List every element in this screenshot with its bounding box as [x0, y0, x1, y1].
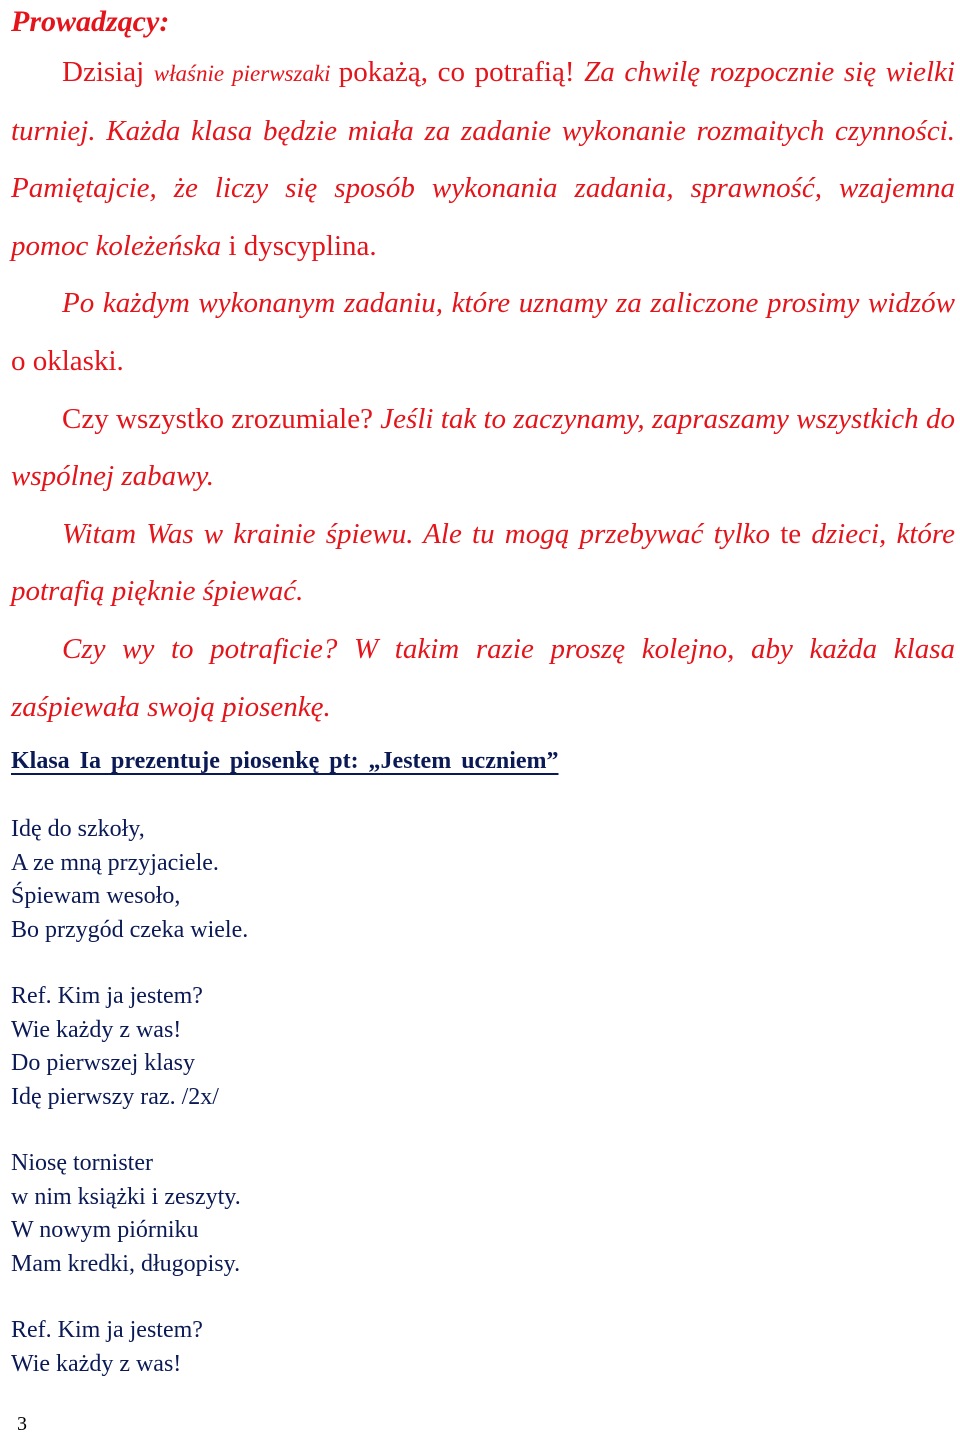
- song-title: [11, 742, 559, 780]
- narration-paragraph: [11, 621, 955, 736]
- stanza-refrain-2: [11, 1314, 203, 1381]
- stanza-line: Śpiewam wesoło,: [11, 883, 181, 910]
- narration-text: Czy wy to potraficie? W takim razie proszę kolejno, aby każda klasa zaśpiewała swoją piosenkę.: [11, 632, 955, 723]
- stanza-line: Mam kredki, długopisy.: [11, 1250, 241, 1277]
- stanza-line: Wie każdy z was!: [11, 1350, 182, 1377]
- narration-paragraph: [11, 391, 955, 506]
- speaker-label: Prowadzący:: [11, 5, 170, 38]
- stanza-line: Bo przygód czeka wiele.: [11, 916, 249, 943]
- stanza-line: Idę pierwszy raz. /2x/: [11, 1083, 219, 1110]
- stanza-refrain-1: [11, 980, 219, 1114]
- stanza-line: Wie każdy z was!: [11, 1016, 182, 1043]
- narration-paragraph: [11, 44, 955, 275]
- song-title-text: Klasa Ia prezentuje piosenkę pt: „Jestem uczniem”: [11, 748, 559, 774]
- narration-text: dzieci, które potrafią pięknie śpiewać.: [11, 517, 955, 608]
- narration-text: pokażą, co potrafią!: [338, 56, 585, 88]
- narration-text: Za chwilę rozpocznie się wielki turniej. Każda klasa będzie miała za zadanie wykonanie rozmaitych czynności. Pamiętajcie, że liczy się sposób wykonania zadania, sprawność, wzajemna pomoc koleżeńska: [11, 56, 955, 262]
- narration-text: Dzisiaj: [62, 56, 154, 88]
- stanza-line: A ze mną przyjaciele.: [11, 849, 219, 876]
- narration-text: właśnie pierwszaki: [153, 61, 339, 86]
- stanza-2: [11, 1147, 241, 1281]
- narration-block: [11, 44, 955, 736]
- stanza-line: Idę do szkoły,: [11, 816, 145, 842]
- stanza-line: Niosę tornister: [11, 1150, 153, 1176]
- narration-paragraph: [11, 506, 955, 621]
- narration-text: Czy wszystko zrozumiale?: [62, 402, 381, 435]
- stanza-line: Do pierwszej klasy: [11, 1050, 195, 1077]
- narration-text: Po każdym wykonanym zadaniu, które uznamy za zaliczone prosimy widzów: [62, 287, 955, 320]
- narration-text: o oklaski.: [11, 344, 124, 377]
- narration-text: Jeśli tak to zaczynamy, zapraszamy wszystkich do wspólnej zabawy.: [11, 402, 955, 493]
- narration-paragraph: [11, 275, 955, 390]
- narration-text: Witam Was w krainie śpiewu. Ale tu mogą przebywać tylko: [62, 517, 781, 550]
- stanza-1: [11, 813, 248, 947]
- narration-text: i dyscyplina.: [221, 229, 377, 262]
- stanza-line: Ref. Kim ja jestem?: [11, 1317, 203, 1343]
- stanza-line: W nowym piórniku: [11, 1217, 199, 1244]
- page-number: 3: [17, 1413, 27, 1435]
- stanza-line: Ref. Kim ja jestem?: [11, 983, 203, 1009]
- narration-text: te: [780, 517, 812, 550]
- stanza-line: w nim książki i zeszyty.: [11, 1183, 241, 1210]
